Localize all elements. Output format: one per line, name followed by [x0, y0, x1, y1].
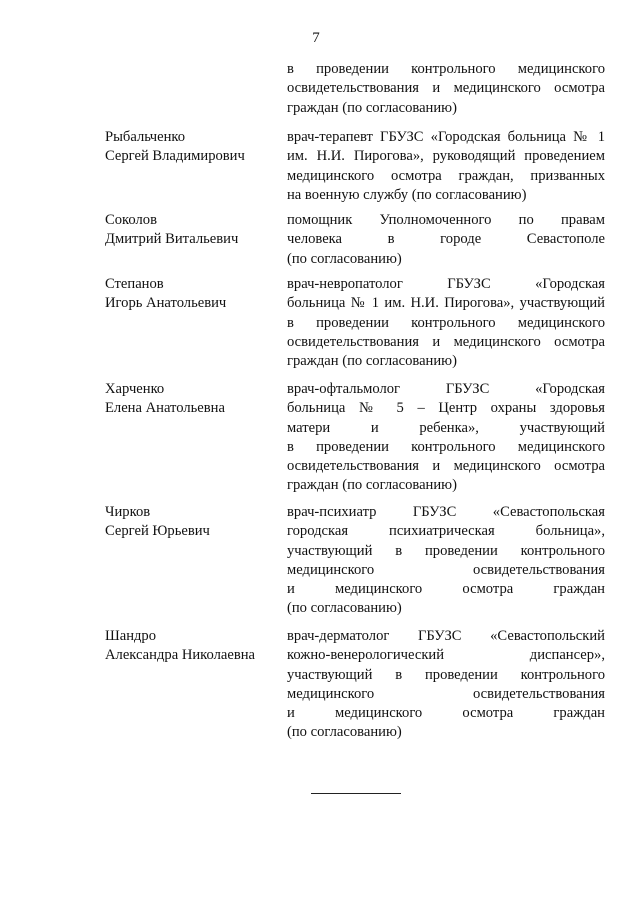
closing-rule	[311, 793, 401, 794]
member-role	[287, 211, 605, 269]
member-role	[287, 503, 605, 619]
member-given-name: Игорь Анатольевич	[105, 295, 227, 311]
text-line: врач-невропатолог ГБУЗС «Городская	[287, 276, 605, 292]
text-line: в проведении контрольного медицинского	[287, 61, 605, 77]
text-line: медицинского осмотра граждан, призванных	[287, 167, 605, 184]
text-line: человека в городе Севастополе	[287, 231, 605, 248]
member-role	[287, 275, 605, 371]
member-name	[105, 128, 280, 166]
text-line: врач-офтальмолог ГБУЗС «Городская	[287, 381, 605, 397]
text-line: врач-дерматолог ГБУЗС «Севастопольский	[287, 628, 605, 644]
member-name	[105, 627, 280, 665]
text-line: освидетельствования и медицинского осмотра	[287, 80, 605, 97]
text-line: врач-психиатр ГБУЗС «Севастопольская	[287, 504, 605, 520]
member-surname: Чирков	[105, 504, 151, 520]
member-name	[105, 380, 280, 418]
text-line: помощник Уполномоченного по правам	[287, 212, 605, 228]
member-given-name: Сергей Юрьевич	[105, 523, 210, 539]
continuation-text	[287, 60, 605, 118]
text-line: в проведении контрольного медицинского	[287, 438, 605, 455]
member-name	[105, 211, 280, 249]
text-line: кожно-венерологический диспансер»,	[287, 647, 605, 664]
text-line: городская психиатрическая больница»,	[287, 523, 605, 540]
member-surname: Харченко	[105, 381, 165, 397]
text-line: и медицинского осмотра граждан	[287, 581, 605, 598]
member-surname: Соколов	[105, 212, 157, 228]
text-line: (по согласованию)	[287, 600, 402, 617]
member-surname: Шандро	[105, 628, 157, 644]
text-line: участвующий в проведении контрольного	[287, 542, 605, 559]
text-line: им. Н.И. Пирогова», руководящий проведением	[287, 148, 605, 165]
member-surname: Степанов	[105, 276, 164, 292]
page-number: 7	[312, 30, 320, 46]
member-role	[287, 627, 605, 743]
member-given-name: Елена Анатольевна	[105, 400, 225, 416]
member-name	[105, 275, 280, 313]
text-line: в проведении контрольного медицинского	[287, 314, 605, 331]
member-name	[105, 503, 280, 541]
text-line: граждан (по согласованию)	[287, 353, 457, 370]
text-line: освидетельствования и медицинского осмотра	[287, 333, 605, 350]
member-given-name: Сергей Владимирович	[105, 148, 245, 164]
member-role	[287, 380, 605, 496]
member-surname: Рыбальченко	[105, 129, 186, 145]
text-line: (по согласованию)	[287, 250, 402, 267]
text-line: (по согласованию)	[287, 724, 402, 741]
text-line: граждан (по согласованию)	[287, 99, 457, 116]
text-line: граждан (по согласованию)	[287, 477, 457, 494]
text-line: медицинского освидетельствования	[287, 685, 605, 702]
text-line: на военную службу (по согласованию)	[287, 186, 527, 203]
text-line: освидетельствования и медицинского осмотра	[287, 458, 605, 475]
text-line: больница № 5 – Центр охраны здоровья	[287, 400, 605, 417]
text-line: участвующий в проведении контрольного	[287, 666, 605, 683]
member-given-name: Дмитрий Витальевич	[105, 231, 239, 247]
text-line: врач-терапевт ГБУЗС «Городская больница № 1	[287, 129, 605, 145]
member-given-name: Александра Николаевна	[105, 647, 256, 663]
text-line: больница № 1 им. Н.И. Пирогова», участвующий	[287, 295, 605, 312]
text-line: и медицинского осмотра граждан	[287, 705, 605, 722]
text-line: матери и ребенка», участвующий	[287, 419, 605, 436]
text-line: медицинского освидетельствования	[287, 561, 605, 578]
member-role	[287, 128, 605, 205]
